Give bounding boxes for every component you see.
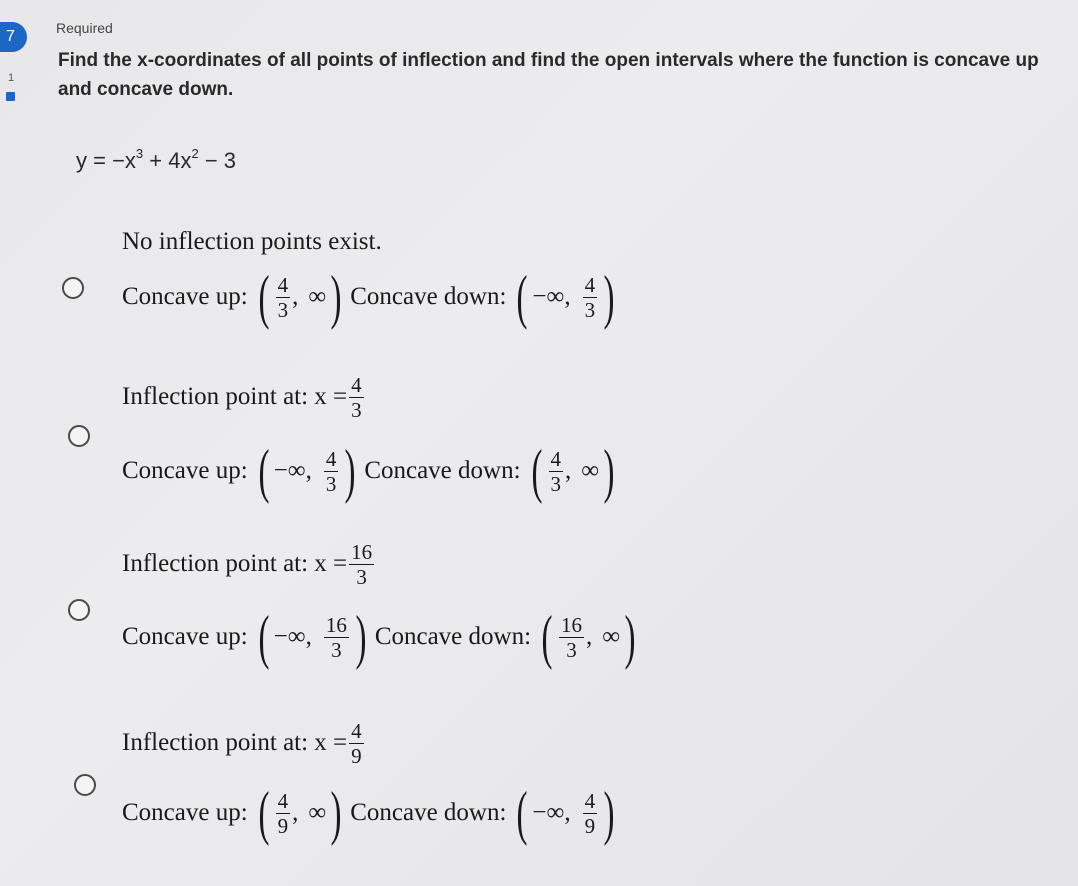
- option-3-intervals[interactable]: Concave up: ( −∞ , $\frac{16}{3}$ ) Concave down: ( $\frac{16}{3}$ , ∞ ): [122, 604, 636, 670]
- option-4-header: Inflection point at: x = $\frac{4}{9}$: [122, 718, 362, 768]
- question-prompt: Find the x-coordinates of all points of inflection and find the open intervals where the function is concave up and concave down.: [58, 50, 1039, 100]
- option-3-concave-up-label: Concave up:: [122, 623, 248, 650]
- option-3-concave-down-label: Concave down:: [374, 623, 532, 650]
- option-3-radio[interactable]: [68, 599, 90, 621]
- option-4-concave-up-label: Concave up:: [122, 799, 248, 826]
- option-2-concave-up-label: Concave up:: [122, 457, 248, 484]
- option-1-concave-up-label: Concave up:: [122, 283, 248, 310]
- question-number-badge: 7: [0, 22, 27, 52]
- option-1-intervals[interactable]: Concave up: ( $\frac{4}{3}$ , ∞ ) Concave down: ( −∞ , $\frac{4}{3}$ ): [122, 264, 615, 330]
- option-1-radio[interactable]: [62, 277, 84, 299]
- option-2-concave-down-label: Concave down:: [364, 457, 521, 484]
- flag-icon[interactable]: [6, 92, 15, 101]
- question-points: 1: [8, 72, 15, 84]
- option-2-radio[interactable]: [68, 425, 90, 447]
- option-1-header: No inflection points exist.: [122, 228, 382, 255]
- option-1-concave-down-label: Concave down:: [350, 283, 507, 310]
- option-4-radio[interactable]: [74, 774, 96, 796]
- function-expression: $y = -x^3 + 4x^2 - 3$: [76, 146, 237, 173]
- required-label: Required: [56, 20, 113, 36]
- option-4-intervals[interactable]: Concave up: ( $\frac{4}{9}$ , ∞ ) Concave down: ( −∞ , $\frac{4}{9}$ ): [122, 780, 615, 846]
- option-2-header: Inflection point at: x = $\frac{4}{3}$: [122, 372, 362, 422]
- option-4-concave-down-label: Concave down:: [350, 799, 507, 826]
- option-3-header: Inflection point at: x = $\frac{16}{3}$: [122, 539, 373, 589]
- option-2-intervals[interactable]: Concave up: ( −∞ , $\frac{4}{3}$ ) Concave down: ( $\frac{4}{3}$ , ∞ ): [122, 438, 615, 504]
